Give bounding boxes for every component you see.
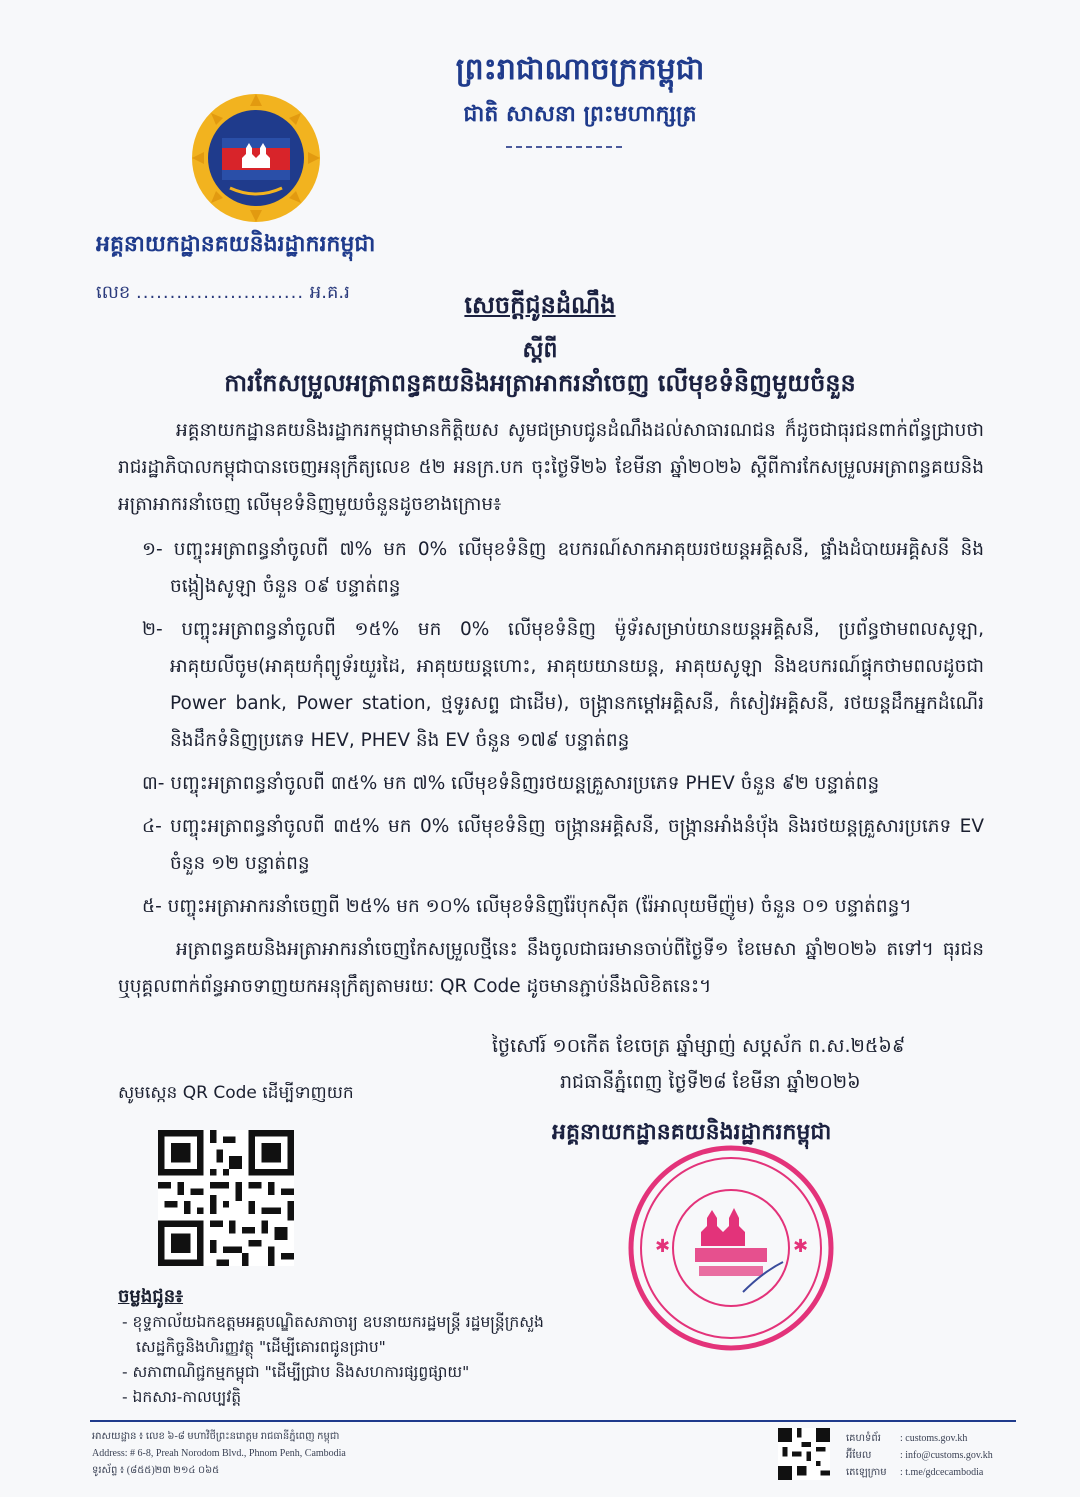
heading-ornament: [506, 146, 626, 148]
notice-subject: ការកែសម្រួលអត្រាពន្ធគយនិងអត្រាអាករនាំចេញ លើមុខទំនិញមួយចំនួន: [224, 368, 856, 397]
list-item: ១- បញ្ចុះអត្រាពន្ធនាំចូលពី ៧% មក 0% លើមុខទំនិញ ឧបករណ៍សាកអាគុយរថយន្តអគ្គិសនី, ផ្ទាំងដំបាយអគ្គិសនី និងចង្កៀងសូឡា ចំនួន ០៩ បន្ទាត់ពន្ធ: [142, 539, 984, 597]
footer-divider: [90, 1420, 1016, 1422]
list-item: - សភាពាណិជ្ជកម្មកម្ពុជា "ដើម្បីជ្រាប និងសហការផ្សព្វផ្សាយ": [122, 1363, 470, 1381]
contact-email[interactable]: [846, 1447, 993, 1464]
reference-label: លេខ: [96, 282, 131, 303]
contact-value: : customs.gov.kh: [900, 1433, 968, 1444]
regarding-label: ស្តីពី: [522, 337, 558, 363]
footer-address: [92, 1428, 346, 1479]
qr-code[interactable]: [158, 1130, 294, 1266]
signatory-agency: អគ្គនាយកដ្ឋានគយនិងរដ្ឋាករកម្ពុជា: [552, 1119, 832, 1145]
contact-label: គេហទំព័រ: [846, 1433, 881, 1444]
reference-suffix: អ.គ.រ: [309, 282, 350, 303]
official-stamp: [625, 1142, 837, 1354]
solar-date: រាជធានីភ្នំពេញ ថ្ងៃទី២៨ ខែមីនា ឆ្នាំ២០២៦: [560, 1071, 861, 1093]
list-item: - ឯកសារ-កាលប្បវត្តិ: [122, 1388, 242, 1406]
list-item: ៤- បញ្ចុះអត្រាពន្ធនាំចូលពី ៣៥% មក 0% លើមុខទំនិញ ចង្ក្រានអគ្គិសនី, ចង្ក្រានអាំងនំប៉័ង និងរថយន្តគ្រួសារប្រភេទ EV ចំនួន ១២ បន្ទាត់ពន្ធ: [142, 816, 984, 874]
address-khmer: អាសយដ្ឋាន ៖ លេខ ៦-៨ មហាវិថីព្រះនរោត្តម រាជធានីភ្នំពេញ កម្ពុជា: [92, 1431, 340, 1442]
national-motto: ជាតិ សាសនា ព្រះមហាក្សត្រ: [463, 101, 697, 127]
contact-label: អ៊ីមែល: [846, 1450, 872, 1461]
notice-title: សេចក្តីជូនដំណឹង: [464, 290, 616, 319]
lunar-date: ថ្ងៃសៅរ៍ ១០កើត ខែចេត្រ ឆ្នាំម្សាញ់ សប្តស័ក ព.ស.២៥៦៩: [492, 1035, 906, 1057]
list-item: ២- បញ្ចុះអត្រាពន្ធនាំចូលពី ១៥% មក 0% លើមុខទំនិញ ម៉ូទ័រសម្រាប់យានយន្តអគ្គិសនី, ប្រព័ន្ធថាមពលសូឡា, អាគុយលីចូម(អាគុយកុំព្យូទ័រយួរដៃ, អាគុយយន្តហោះ, អាគុយយានយន្ត, អាគុយសូឡា និងឧបករណ៍ផ្ទុកថាមពលដូចជា Power bank, Power station, ថ្មទូរសព្ទ ជាដើម), ចង្ក្រានកម្តៅអគ្គិសនី, កំសៀវអគ្គិសនី, រថយន្តដឹកអ្នកដំណើរ និងដឹកទំនិញប្រភេទ HEV, PHEV និង EV ចំនួន ១៧៩ បន្ទាត់ពន្ធ: [142, 619, 984, 751]
closing-paragraph: អត្រាពន្ធគយនិងអត្រាអាករនាំចេញកែសម្រួលថ្មីនេះ នឹងចូលជាធរមានចាប់ពីថ្ងៃទី១ ខែមេសា ឆ្នាំ២០២៦ តទៅ។ ធុរជន ឬបុគ្គលពាក់ព័ន្ធអាចទាញយកអនុក្រឹត្យតាមរយៈ QR Code ដូចមានភ្ជាប់នឹងលិខិតនេះ។: [118, 939, 984, 997]
agency-name: អគ្គនាយកដ្ឋានគយនិងរដ្ឋាករកម្ពុជា: [96, 231, 376, 257]
list-item: ៥- បញ្ចុះអត្រាអាករនាំចេញពី ២៥% មក ១០% លើមុខទំនិញរ៉ែបុកស៊ីត (រ៉ែអាលុយមីញ៉ូម) ចំនួន ០១ បន្ទាត់ពន្ធ។: [142, 896, 912, 917]
contact-value: : info@customs.gov.kh: [900, 1450, 993, 1461]
intro-paragraph: អគ្គនាយកដ្ឋានគយនិងរដ្ឋាករកម្ពុជាមានកិត្តិយស សូមជម្រាបជូនដំណឹងដល់សាធារណជន ក៏ដូចជាធុរជនពាក់ព័ន្ធជ្រាបថា រាជរដ្ឋាភិបាលកម្ពុជាបានចេញអនុក្រឹត្យលេខ ៥២ អនក្រ.បក ចុះថ្ងៃទី២៦ ខែមីនា ឆ្នាំ២០២៦ ស្តីពីការកែសម្រួលអត្រាពន្ធគយនិងអត្រាអាករនាំចេញ លើមុខទំនិញមួយចំនួនដូចខាងក្រោម៖: [118, 420, 984, 515]
svg-text:✱: ✱: [793, 1236, 809, 1257]
list-item: - ខុទ្ទកាល័យឯកឧត្តមអគ្គបណ្ឌិតសភាចារ្យ ឧបនាយករដ្ឋមន្ត្រី រដ្ឋមន្ត្រីក្រសួងសេដ្ឋកិច្ចនិងហិរញ្ញវត្ថុ "ដើម្បីគោរពជូនជ្រាប": [122, 1313, 544, 1356]
contact-value: : t.me/gdcecambodia: [900, 1467, 984, 1478]
svg-text:✱: ✱: [655, 1236, 671, 1257]
footer-contacts: [846, 1430, 993, 1481]
contact-label: តេឡេក្រាម: [846, 1467, 887, 1478]
qr-caption: សូមស្កេន QR Code ដើម្បីទាញយក: [118, 1083, 354, 1103]
address-english: Address: # 6-8, Preah Norodom Blvd., Phnom Penh, Cambodia: [92, 1448, 346, 1459]
cc-title: ចម្លងជូន៖: [118, 1286, 184, 1307]
list-item: ៣- បញ្ចុះអត្រាពន្ធនាំចូលពី ៣៥% មក ៧% លើមុខទំនិញរថយន្តគ្រួសារប្រភេទ PHEV ចំនួន ៩២ បន្ទាត់ពន្ធ: [142, 773, 880, 794]
cc-list: [118, 1310, 558, 1410]
phone-number: ទូរស័ព្ទ ៖ (៨៥៥)២៣ ២១៤ ០៦៥: [92, 1465, 220, 1476]
reference-dots: .........................: [136, 282, 305, 303]
notice-body: [118, 412, 984, 1013]
contact-website[interactable]: [846, 1430, 993, 1447]
contact-telegram[interactable]: [846, 1464, 993, 1481]
kingdom-heading: ព្រះរាជាណាចក្រកម្ពុជា: [455, 52, 705, 87]
footer-qr-code[interactable]: [778, 1428, 830, 1480]
